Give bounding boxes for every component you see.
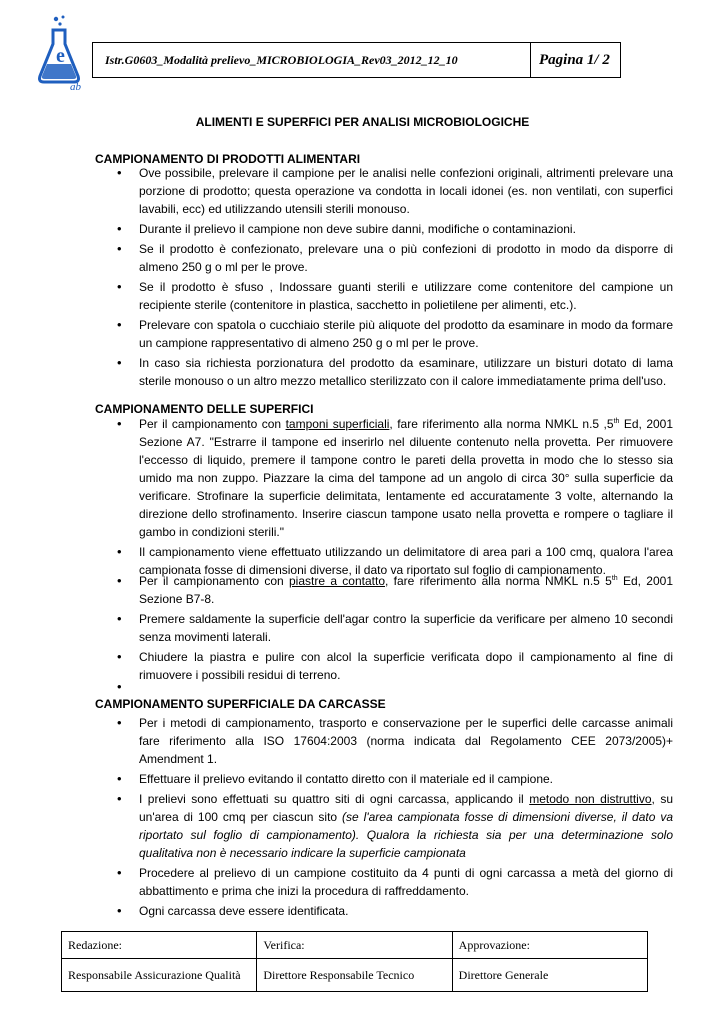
svg-text:e: e bbox=[56, 45, 65, 67]
list-item: • Premere saldamente la superficie dell'agar contro la superficie da verificare per almeno 10 secondi senza movimenti laterali. bbox=[139, 610, 673, 646]
section-heading-food: CAMPIONAMENTO DI PRODOTTI ALIMENTARI bbox=[95, 152, 361, 166]
svg-text:ab: ab bbox=[70, 81, 81, 93]
list-item: • In caso sia richiesta porzionatura del prodotto da esaminare, utilizzare un bisturi dotato di lama sterile monouso o un altro mezzo metallico sterilizzato con il calore immediatamente prima dell'uso. bbox=[139, 354, 673, 390]
food-list bbox=[139, 164, 673, 392]
table-header-cell: Verifica: bbox=[257, 932, 452, 959]
section-heading-carcass: CAMPIONAMENTO SUPERFICIALE DA CARCASSE bbox=[95, 697, 386, 711]
list-item: • Per i metodi di campionamento, trasporto e conservazione per le superfici delle carcasse animali fare riferimento alla ISO 17604:2003 (norma indicata dal Regolamento CEE 2073/2005)+ Amendment 1. bbox=[139, 714, 673, 768]
non-destructive-method-text: metodo non distruttivo bbox=[529, 792, 652, 806]
document-header bbox=[92, 42, 621, 78]
section-heading-surfaces: CAMPIONAMENTO DELLE SUPERFICI bbox=[95, 402, 314, 416]
list-item: • Per il campionamento con piastre a contatto, fare riferimento alla norma NMKL n.5 5th Ed, 2001 Sezione B7-8. bbox=[139, 572, 673, 608]
empty-bullet: • bbox=[117, 679, 122, 694]
company-logo bbox=[34, 14, 92, 94]
list-item: • Effettuare il prelievo evitando il contatto diretto con il materiale ed il campione. bbox=[139, 770, 673, 788]
list-item: • I prelievi sono effettuati su quattro siti di ogni carcassa, applicando il metodo non distruttivo, su un'area di 100 cmq per ciascun sito (se l'area campionata fosse di dimensioni diverse, il dato va riportato sul foglio di campionamento). Qualora la richiesta sia per una determinazione solo qualitativa non è necessario indicare la superficie campionata bbox=[139, 790, 673, 862]
page-number: Pagina 1/ 2 bbox=[539, 52, 610, 68]
list-item: • Ove possibile, prelevare il campione per le analisi nelle confezioni originali, altrimenti prelevare una porzione di prodotto; questa operazione va condotta in locali idonei (es. non ventilati, con superfici lavabili, ecc) ed utilizzando utensili sterili monouso. bbox=[139, 164, 673, 218]
document-title: ALIMENTI E SUPERFICI PER ANALISI MICROBIOLOGICHE bbox=[195, 115, 530, 129]
list-item: • Se il prodotto è confezionato, prelevare una o più confezioni di prodotto in modo da disporre di almeno 250 g o ml per le prove. bbox=[139, 240, 673, 276]
list-item: • Chiudere la piastra e pulire con alcol la superficie verificata dopo il campionamento al fine di rimuovere i possibili residui di terreno. bbox=[139, 648, 673, 684]
list-item: • Procedere al prelievo di un campione costituito da 4 punti di ogni carcassa a metà del giorno di abbattimento e prima che inizi la procedura di raffreddamento. bbox=[139, 864, 673, 900]
header-divider bbox=[530, 43, 531, 77]
carcass-list bbox=[139, 714, 673, 922]
table-header-cell: Approvazione: bbox=[452, 932, 647, 959]
table-header-cell: Redazione: bbox=[62, 932, 257, 959]
list-item: • Per il campionamento con tamponi superficiali, fare riferimento alla norma NMKL n.5 ,5th Ed, 2001 Sezione A7. "Estrarre il tampone ed inserirlo nel diluente contenuto nella provetta. Per rimuovere l'eccesso di liquido, premere il tampone contro le pareti della provetta in modo che lo stesso sia umido ma non zuppo. Piazzare la cima del tampone ad un angolo di circa 30° sulla superficie da verificare. Strofinare la superficie delimitata, lentamente ed accuratamente 3 volte, alternando la direzione dello strofinamento. Inserire ciascun tampone usato nella provetta e rompere o tagliare il gambo in condizioni sterili." bbox=[139, 415, 673, 541]
list-item: • Il campionamento viene effettuato utilizzando un delimitatore di area pari a 100 cmq, qualora l'area campionata fosse di dimensioni diverse, il dato va riportato sul foglio di campionamento. bbox=[139, 543, 673, 579]
table-cell: Direttore Responsabile Tecnico bbox=[257, 959, 452, 992]
document-code: Istr.G0603_Modalità prelievo_MICROBIOLOGIA_Rev03_2012_12_10 bbox=[105, 53, 458, 67]
list-item: • Se il prodotto è sfuso , Indossare guanti sterili e utilizzare come contenitore del campione un recipiente sterile (contenitore in plastica, sacchetto in polietilene per alimenti, etc.). bbox=[139, 278, 673, 314]
surfaces-list bbox=[139, 415, 673, 581]
table-cell: Responsabile Assicurazione Qualità bbox=[62, 959, 257, 992]
table-cell: Direttore Generale bbox=[452, 959, 647, 992]
swab-link-text: tamponi superficiali bbox=[285, 417, 390, 431]
surfaces-list-2 bbox=[139, 572, 673, 686]
list-item: • Prelevare con spatola o cucchiaio sterile più aliquote del prodotto da esaminare in modo da formare un campione rappresentativo di almeno 250 g o ml per le prove. bbox=[139, 316, 673, 352]
approval-table bbox=[61, 931, 648, 992]
list-item: • Durante il prelievo il campione non deve subire danni, modifiche o contaminazioni. bbox=[139, 220, 673, 238]
list-item: • Ogni carcassa deve essere identificata. bbox=[139, 902, 673, 920]
contact-plate-text: piastre a contatto bbox=[288, 574, 385, 588]
